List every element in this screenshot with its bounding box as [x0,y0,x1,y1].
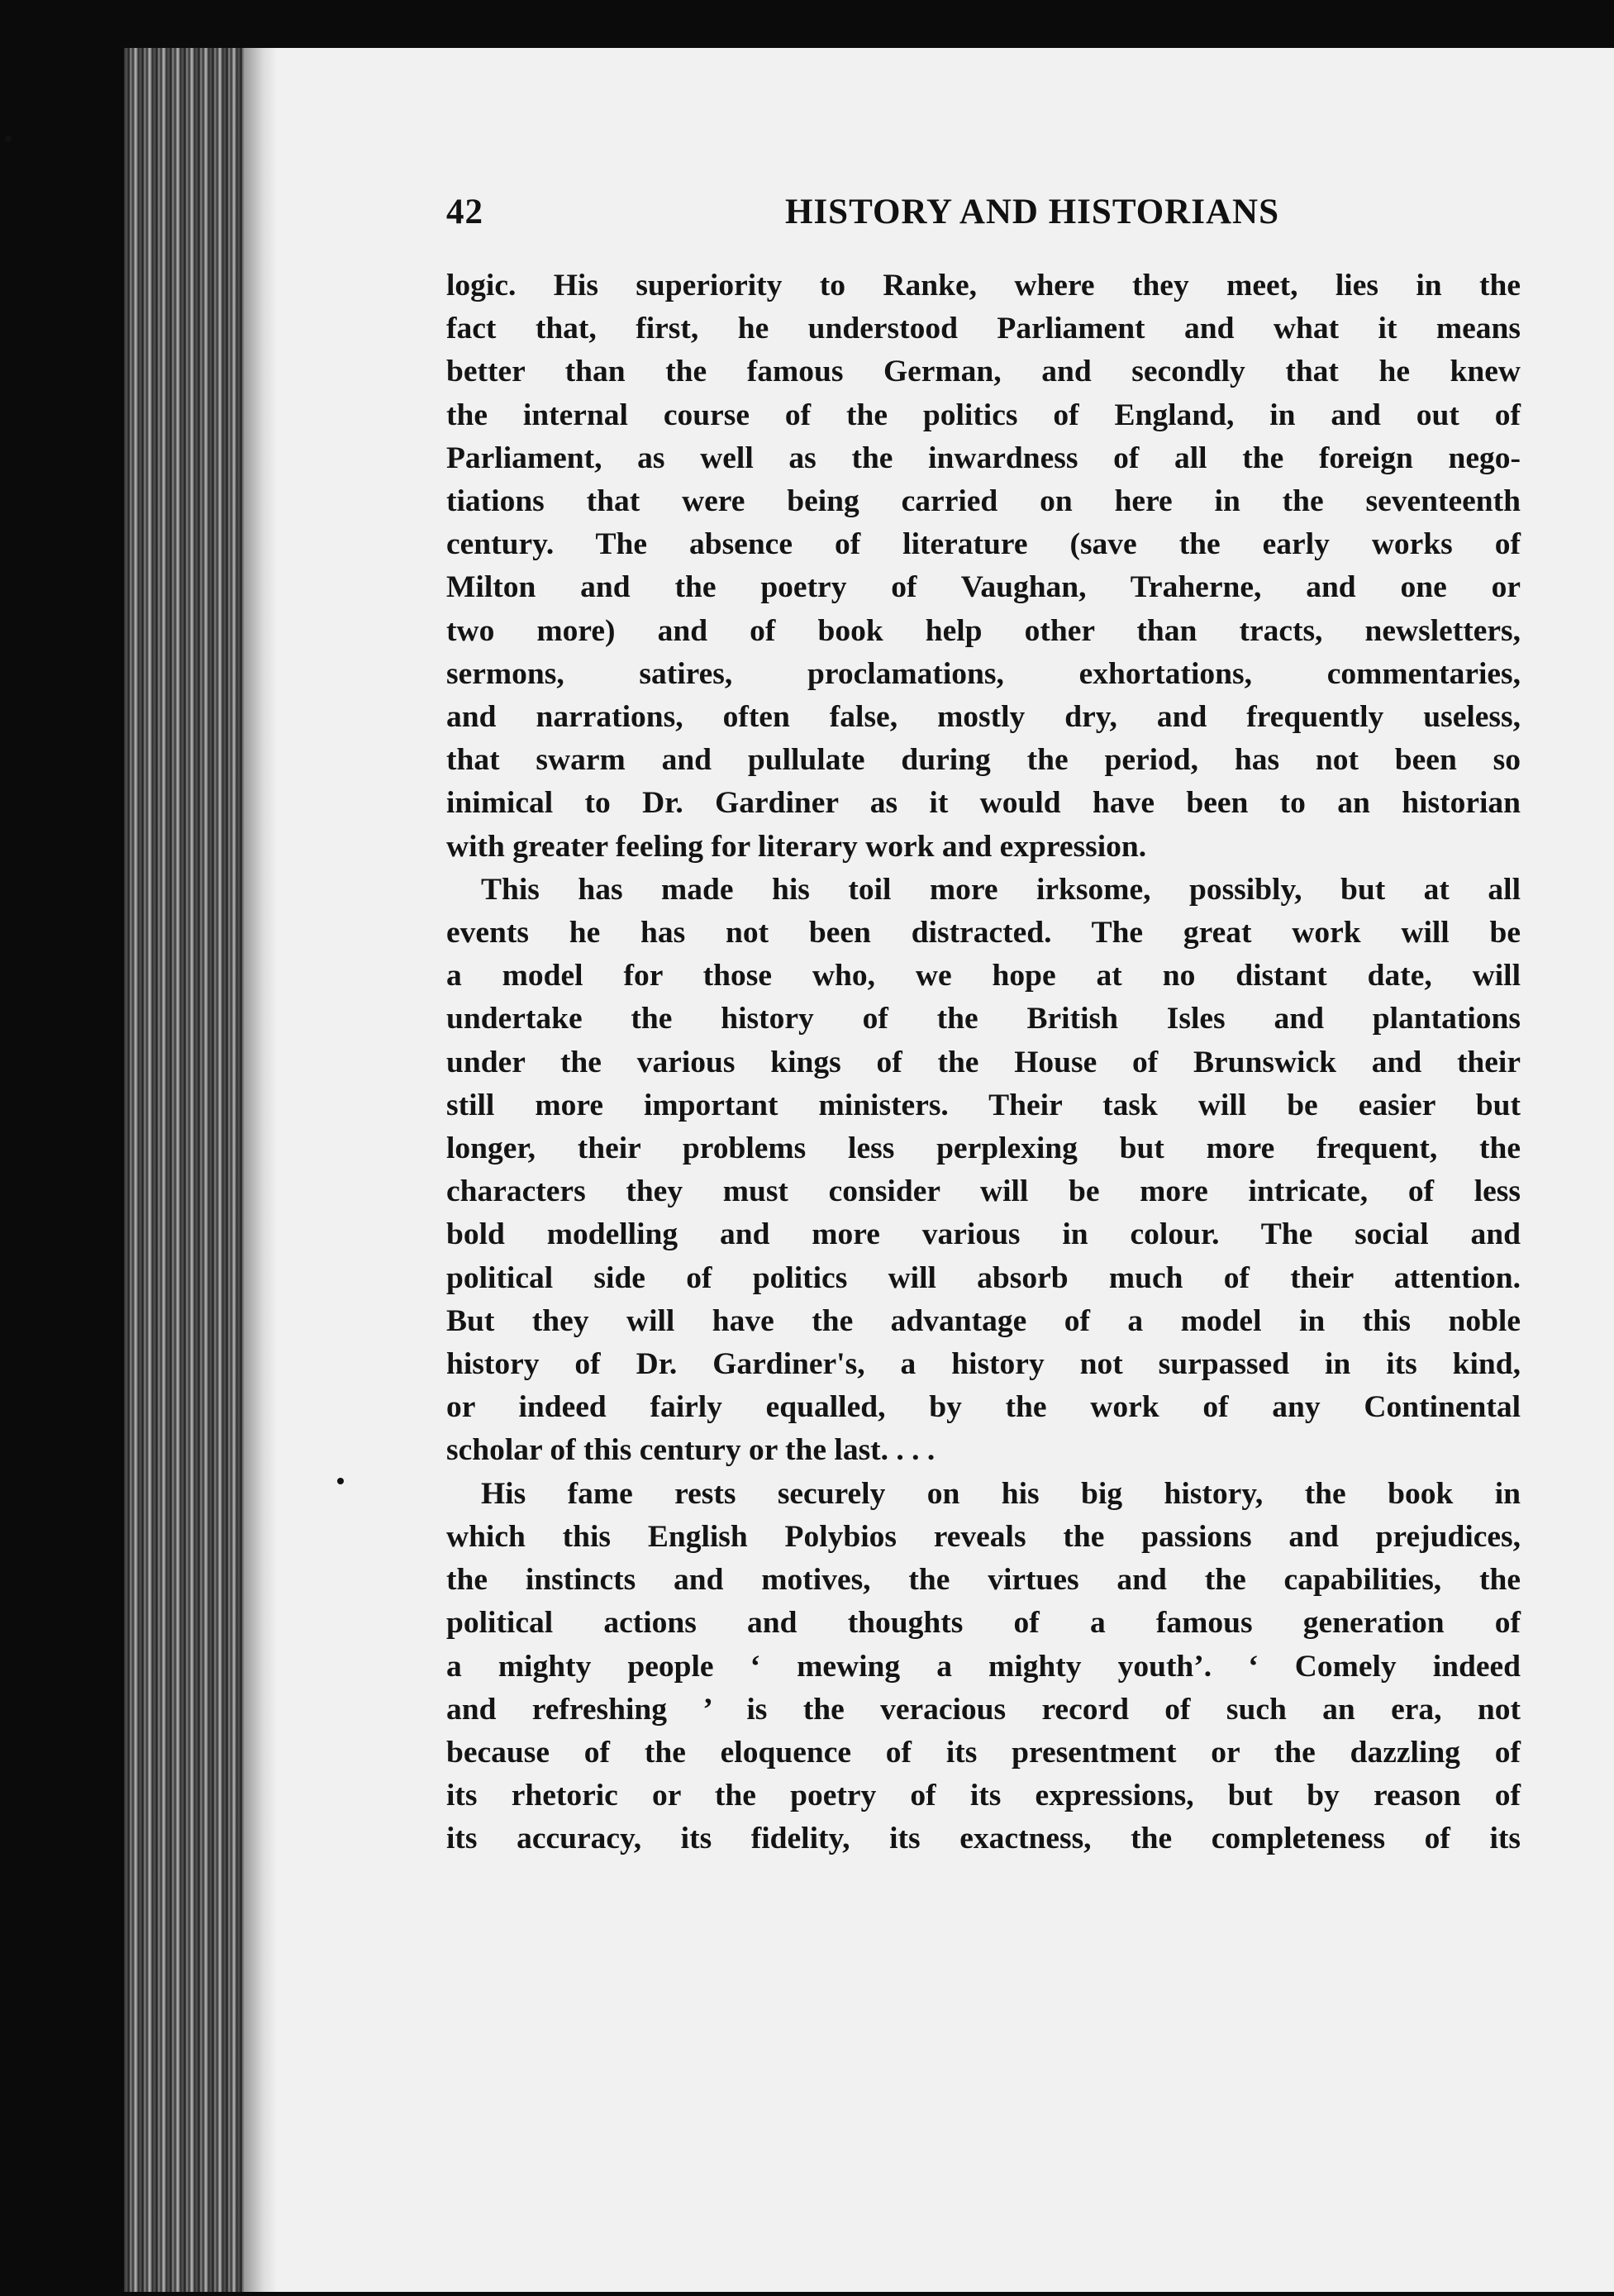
text-line: which this English Polybios reveals the passions and prejudices, [446,1519,1521,1554]
text-line: and refreshing ’ is the veracious record of such an era, not [446,1692,1521,1727]
paragraph [446,264,1521,869]
margin-dot [337,1478,344,1484]
running-title: HISTORY AND HISTORIANS [785,193,1279,231]
paragraph [446,869,1521,1473]
text-line: a model for those who, we hope at no distant date, will [446,959,1521,993]
text-line: inimical to Dr. Gardiner as it would have been to an historian [446,786,1521,821]
text-line: still more important ministers. Their task will be easier but [446,1088,1521,1122]
text-line: that swarm and pullulate during the period, has not been so [446,743,1521,778]
book-binding [124,48,244,2292]
text-line: or indeed fairly equalled, by the work of any Continental [446,1390,1521,1425]
text-line: events he has not been distracted. The great work will be [446,916,1521,950]
text-line: a mighty people ‘ mewing a mighty youth’. ‘ Comely indeed [446,1649,1521,1684]
text-line: tiations that were being carried on here in the seventeenth [446,484,1521,519]
text-line: His fame rests securely on his big history, the book in [481,1476,1521,1511]
text-line: This has made his toil more irksome, possibly, but at all [481,872,1521,907]
text-line: But they will have the advantage of a model in this noble [446,1303,1521,1338]
text-line: under the various kings of the House of Brunswick and their [446,1045,1521,1079]
binding-shadow [244,48,277,2292]
text-line: characters they must consider will be more intricate, of less [446,1174,1521,1209]
text-line: scholar of this century or the last. . . . [446,1433,936,1468]
page-number: 42 [446,193,483,231]
text-line: its rhetoric or the poetry of its expressions, but by reason of [446,1779,1521,1813]
text-line: better than the famous German, and secondly that he knew [446,355,1521,389]
text-line: two more) and of book help other than tracts, newsletters, [446,613,1521,648]
text-line: history of Dr. Gardiner's, a history not surpassed in its kind, [446,1347,1521,1382]
text-line: and narrations, often false, mostly dry, and frequently useless, [446,700,1521,735]
text-line: the internal course of the politics of England, in and out of [446,398,1521,432]
text-line: longer, their problems less perplexing but more frequent, the [446,1131,1521,1166]
text-line: bold modelling and more various in colour. The social and [446,1217,1521,1252]
text-line: its accuracy, its fidelity, its exactness, the completeness of its [446,1822,1521,1856]
text-line: century. The absence of literature (save the early works of [446,527,1521,562]
text-line: political actions and thoughts of a famous generation of [446,1606,1521,1641]
text-line: because of the eloquence of its presentment or the dazzling of [446,1735,1521,1770]
text-line: sermons, satires, proclamations, exhortations, commentaries, [446,656,1521,691]
text-line: Milton and the poetry of Vaughan, Traherne, and one or [446,570,1521,605]
text-line: fact that, first, he understood Parliament and what it means [446,312,1521,346]
text-line: undertake the history of the British Isles and plantations [446,1002,1521,1036]
text-line: with greater feeling for literary work and expression. [446,829,1147,864]
text-line: the instincts and motives, the virtues and the capabilities, the [446,1563,1521,1598]
margin-dot [5,136,12,142]
text-line: Parliament, as well as the inwardness of all the foreign nego- [446,441,1521,475]
paragraph [446,1473,1521,1861]
text-line: political side of politics will absorb much of their attention. [446,1260,1521,1295]
body-text [446,264,1521,1861]
text-line: logic. His superiority to Ranke, where they meet, lies in the [446,269,1521,302]
